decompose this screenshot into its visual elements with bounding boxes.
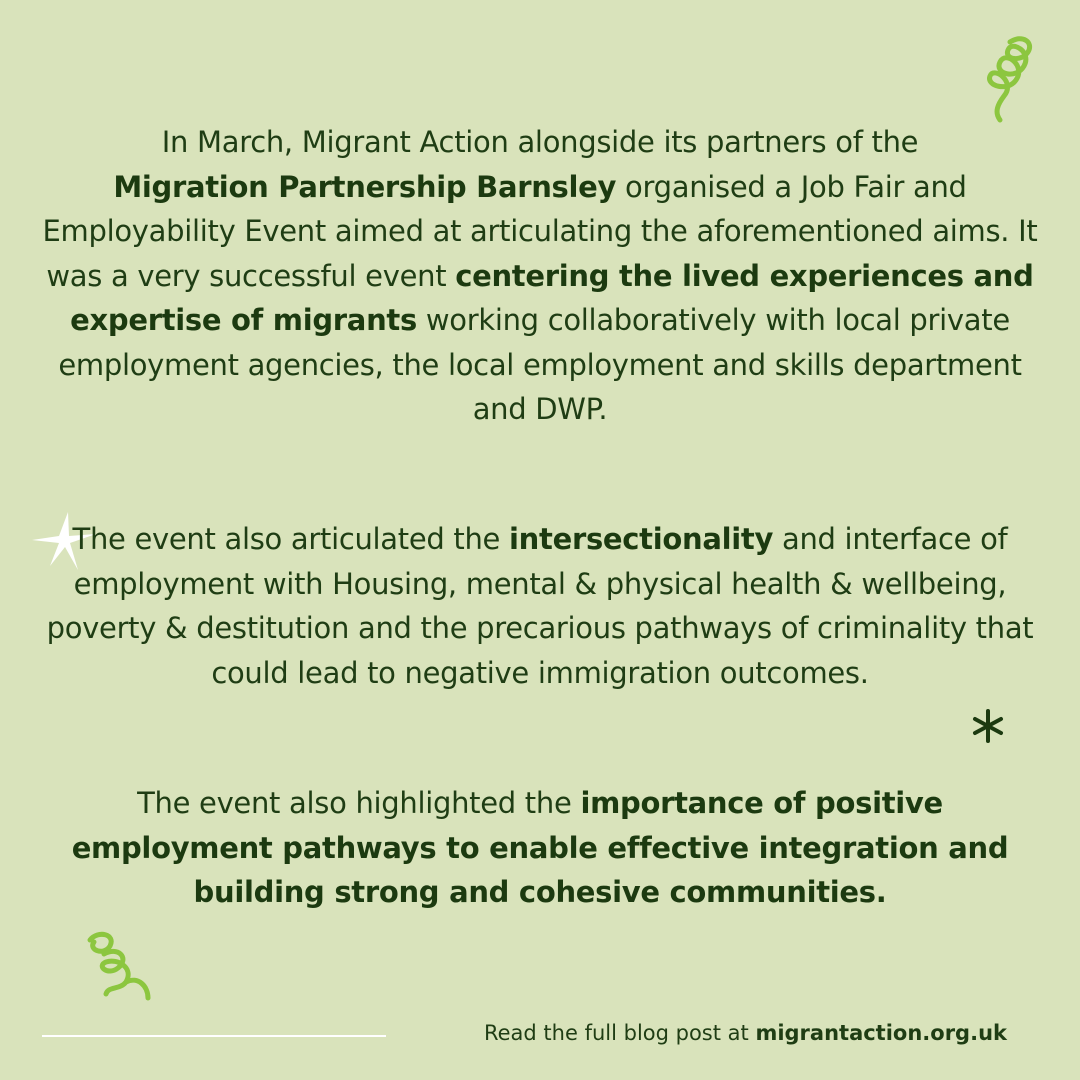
partnership-name: Migration Partnership Barnsley <box>113 169 617 204</box>
intersectionality-paragraph <box>40 517 1040 695</box>
paragraph-text: In March, Migrant Action alongside its partners of the <box>161 125 919 159</box>
paragraph-text: organised a Job Fair and Employability Event aimed at articulating the aforementioned aims. It was a very successful event <box>42 169 1038 293</box>
paragraph-text: The event also highlighted the <box>137 786 581 820</box>
emphasis-text: importance of positive employment pathways to enable effective integration and building strong and cohesive communities. <box>71 786 1009 909</box>
footer-text: Read the full blog post at <box>483 1021 756 1045</box>
paragraph-text: The event also articulated the <box>72 522 510 556</box>
squiggle-icon <box>970 30 1040 125</box>
paragraph-text: and interface of employment with Housing, mental & physical health & wellbeing, poverty & destitution and the precarious pathways of criminality that could lead to negative immigration outcomes. <box>46 522 1034 690</box>
website-link[interactable]: migrantaction.org.uk <box>755 1021 1007 1045</box>
footer-cta <box>380 1018 1007 1048</box>
asterisk-icon <box>970 708 1006 744</box>
paragraph-text: working collaboratively with local private employment agencies, the local employment and skills department and DWP. <box>58 303 1022 426</box>
emphasis-text: centering the lived experiences and expertise of migrants <box>70 258 1034 337</box>
emphasis-text: intersectionality <box>509 522 774 556</box>
squiggle-icon <box>82 928 157 1003</box>
footer-divider <box>42 1035 386 1037</box>
intro-paragraph <box>40 120 1040 432</box>
highlight-paragraph <box>40 781 1040 915</box>
